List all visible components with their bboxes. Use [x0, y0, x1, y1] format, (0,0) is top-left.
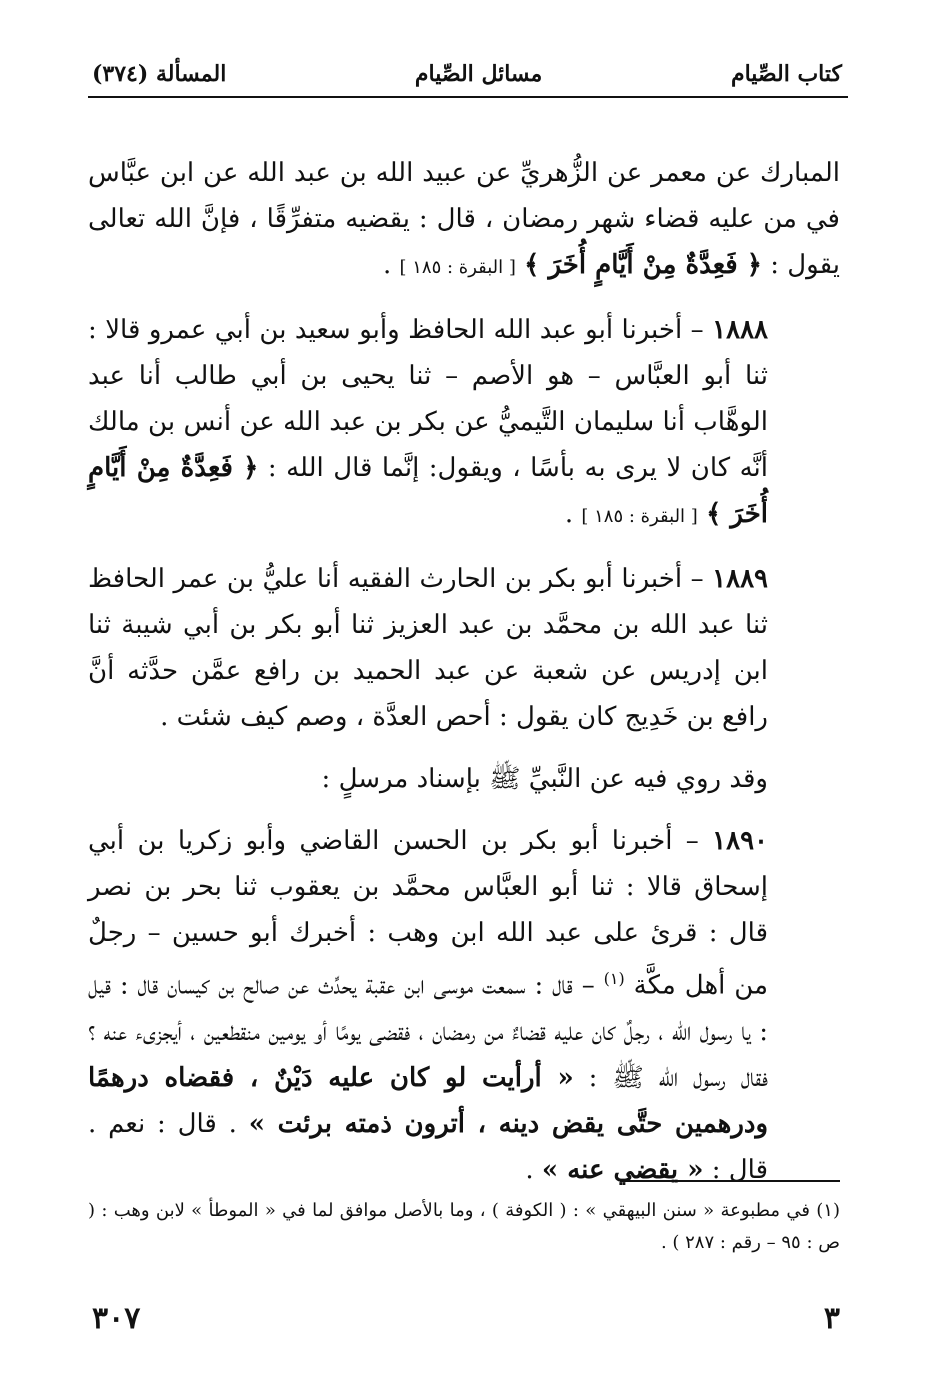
paragraph-continuation: [88, 150, 840, 291]
paragraph-end: .: [525, 1154, 534, 1185]
paragraph-text: – قال : سمعت موسى ابن عقبة يحدِّث عن صالح بن كيسان قال : قيل : يا رسول الله ، رجلٌ كان عليه قضاءٌ من رمضان ، فقضى يومًا أو يومين منقطعين ، أيجزىء عنه ؟ فقال رسول الله ﷺ :: [88, 970, 769, 1093]
running-header: [92, 54, 842, 94]
paragraph-1889: [88, 556, 840, 740]
header-issue-number: المسألة (٣٧٤): [92, 61, 227, 87]
page-footer: [92, 1298, 840, 1338]
paragraph-text: . قال : نعم . قال :: [88, 1108, 768, 1185]
hadith-quote: « يقضي عنه »: [541, 1154, 704, 1185]
header-book-title: كتاب الصِّيام: [730, 61, 842, 87]
quran-quote: ﴿ فَعِدَّةٌ مِنْ أَيَّامٍ أُخَرَ ﴾: [524, 250, 762, 280]
paragraph-end: .: [382, 250, 392, 280]
header-divider: [88, 96, 848, 98]
main-text: [88, 150, 840, 1209]
volume-number: ٣: [823, 1300, 840, 1336]
paragraph-text: المبارك عن معمر عن الزُّهريِّ عن عبيد الله بن عبد الله عن ابن عبَّاس في من عليه قضاء شهر رمضان ، قال : يقضيه متفرِّقًا ، فإنَّ الله تعالى يقول :: [88, 158, 840, 280]
paragraph-text: – أخبرنا أبو بكر بن الحسن القاضي وأبو زكريا بن أبي إسحاق قالا : ثنا أبو العبَّاس محمَّد بن يعقوب ثنا بحر بن نصر قال : قرئ على عبد الله ابن وهب : أخبرك أبو حسين – رجلٌ من أهل مكَّة: [88, 826, 768, 1001]
hadith-number: ١٨٨٩: [712, 564, 769, 594]
intro-line: وقد روي فيه عن النَّبيِّ ﷺ بإسناد مرسلٍ :: [321, 764, 768, 794]
hadith-quote: « أرأيت لو كان عليه دَيْنٌ ، فقضاه درهمًا ودرهمين حتَّى يقض دينه ، أترون ذمته برئت »: [88, 1062, 769, 1139]
footnote-reference[interactable]: (١): [603, 969, 625, 988]
quran-quote: ﴿ فَعِدَّةٌ مِنْ أَيَّامٍ أُخَرَ ﴾: [88, 453, 768, 529]
paragraph-text: – أخبرنا أبو بكر بن الحارث الفقيه أنا عليُّ بن عمر الحافظ ثنا عبد الله بن محمَّد بن عبد العزيز ثنا أبو بكر بن أبي شيبة ثنا ابن إدريس عن شعبة عن عبد الحميد بن رافع عمَّن حدَّثه أنَّ رافع بن خَدِيج كان يقول : أحص العدَّة ، وصم كيف شئت .: [88, 564, 768, 732]
page-number: ٣٠٧: [92, 1300, 141, 1336]
paragraph-1890: [88, 818, 840, 1193]
quran-citation: [ البقرة : ١٨٥ ]: [581, 506, 698, 527]
paragraph-end: .: [564, 499, 574, 529]
footnote-divider: [620, 1180, 840, 1182]
header-section-title: مسائل الصِّيام: [414, 61, 543, 87]
hadith-number: ١٨٩٠: [712, 826, 768, 856]
footnote: (١) في مطبوعة « سنن البيهقي » : ( الكوفة ) ، وما بالأصل موافق لما في « الموطأ » لابن وهب : ( ص : ٩٥ – رقم : ٢٨٧ ) .: [88, 1200, 840, 1253]
paragraph-1888: [88, 307, 840, 540]
hadith-number: ١٨٨٨: [712, 315, 769, 345]
paragraph-text: – أخبرنا أبو عبد الله الحافظ وأبو سعيد بن أبي عمرو قالا : ثنا أبو العبَّاس – هو الأصم – ثنا يحيى بن أبي طالب أنا عبد الوهَّاب أنا سليمان التَّيميُّ عن بكر بن عبد الله عن أنس بن مالك أنَّه كان لا يرى به بأسًا ، ويقول: إنَّما قال الله :: [88, 315, 769, 483]
quran-citation: [ البقرة : ١٨٥ ]: [399, 257, 516, 278]
